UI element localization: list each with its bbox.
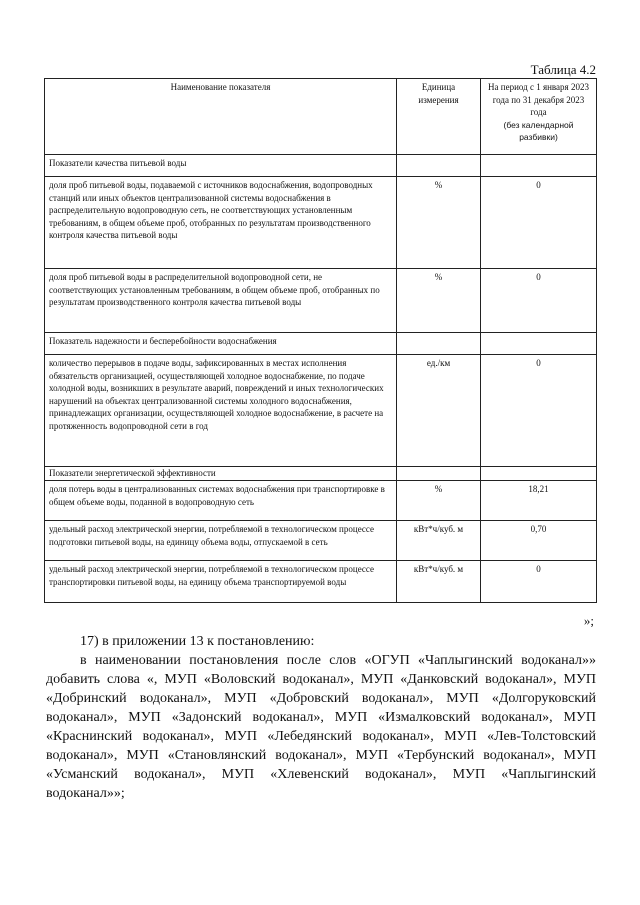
- table-closing-quote: »;: [583, 613, 594, 628]
- table-row: [45, 177, 597, 269]
- row-name: доля проб питьевой воды, подаваемой с источников водоснабжения, водопроводных станций или иных объектов централизованной системы водоснабжения в распределительную водопроводную сеть, не соответствующих установленным требованиям, в общем объеме проб, отобранных по результатам производственного контроля качества питьевой воды: [45, 177, 397, 269]
- section-row: [45, 467, 597, 481]
- row-name: удельный расход электрической энергии, потребляемой в технологическом процессе подготовки питьевой воды, на единицу объема воды, отпускаемой в сеть: [45, 521, 397, 561]
- row-value: 0: [481, 269, 597, 333]
- table-row: [45, 481, 597, 521]
- section-label: Показатель надежности и бесперебойности водоснабжения: [45, 333, 397, 355]
- section-row: [45, 155, 597, 177]
- row-value: 0: [481, 177, 597, 269]
- table-row: [45, 269, 597, 333]
- amendment-text: [46, 632, 596, 803]
- item-17: 17) в приложении 13 к постановлению:: [80, 634, 315, 649]
- row-value: 0: [481, 561, 597, 603]
- row-name: доля проб питьевой воды в распределительной водопроводной сети, не соответствующих установленным требованиям, в общем объеме проб, отобранных по результатам производственного контроля качества питьевой воды: [45, 269, 397, 333]
- table-row: [45, 561, 597, 603]
- row-unit: %: [397, 177, 481, 269]
- row-value: 0,70: [481, 521, 597, 561]
- header-name: Наименование показателя: [45, 79, 397, 155]
- row-unit: ед./км: [397, 355, 481, 467]
- row-unit: кВт*ч/куб. м: [397, 521, 481, 561]
- table-caption: Таблица 4.2: [530, 62, 596, 77]
- section-label: Показатели качества питьевой воды: [45, 155, 397, 177]
- row-name: доля потерь воды в централизованных системах водоснабжения при транспортировке в общем объеме воды, поданной в водопроводную сеть: [45, 481, 397, 521]
- row-unit: %: [397, 481, 481, 521]
- table-row: [45, 521, 597, 561]
- row-name: удельный расход электрической энергии, потребляемой в технологическом процессе транспортировки питьевой воды, на единицу объема транспортируемой воды: [45, 561, 397, 603]
- section-row: [45, 333, 597, 355]
- header-period-note: (без календарной разбивки): [503, 119, 574, 142]
- header-unit: Единица измерения: [397, 79, 481, 155]
- row-name: количество перерывов в подаче воды, зафиксированных в местах исполнения обязательств организацией, осуществляющей холодное водоснабжение, по подаче холодной воды, возникших в результате аварий, повреждений и иных технологических нарушений на объектах централизованной системы холодного водоснабжения, принадлежащих организации, осуществляющей холодное водоснабжение, в расчете на протяженность водопроводной сети в год: [45, 355, 397, 467]
- row-unit: кВт*ч/куб. м: [397, 561, 481, 603]
- section-label: Показатели энергетической эффективности: [45, 467, 397, 481]
- row-value: 0: [481, 355, 597, 467]
- table-row: [45, 355, 597, 467]
- row-unit: %: [397, 269, 481, 333]
- table-header-row: [45, 79, 597, 155]
- row-value: 18,21: [481, 481, 597, 521]
- indicators-table: [44, 78, 597, 603]
- header-period-text: На период с 1 января 2023 года по 31 декабря 2023 года: [488, 82, 589, 117]
- header-period: [481, 79, 597, 155]
- amendment-paragraph: в наименовании постановления после слов «ОГУП «Чаплыгинский водоканал»» добавить слова «, МУП «Воловский водоканал», МУП «Данковский водоканал», МУП «Добринский водоканал», МУП «Добровский водоканал», МУП «Долгоруковский водоканал», МУП «Задонский водоканал», МУП «Измалковский водоканал», МУП «Краснинский водоканал», МУП «Лебедянский водоканал», МУП «Лев-Толстовский водоканал», МУП «Становлянский водоканал», МУП «Тербунский водоканал», МУП «Усманский водоканал», МУП «Хлевенский водоканал», МУП «Чаплыгинский водоканал»»;: [46, 653, 596, 801]
